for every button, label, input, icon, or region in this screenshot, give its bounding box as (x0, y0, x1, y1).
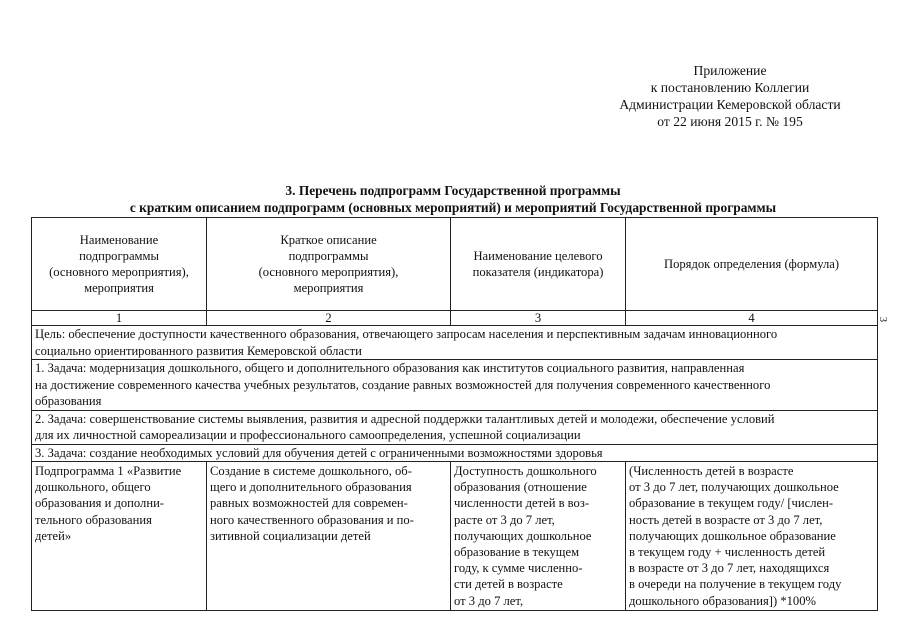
text-line: подпрограммы (288, 248, 369, 263)
section-heading (30, 182, 876, 216)
text-line: образования (35, 394, 102, 408)
text-line: тельного образования (35, 512, 152, 527)
text-line: к постановлению Коллегии (650, 80, 810, 95)
subprogram-description (207, 462, 451, 611)
text-line: образование в текущем (454, 545, 580, 560)
text-line: мероприятия (293, 281, 364, 296)
text-line: Наименование (79, 232, 159, 247)
text-line: детей» (35, 528, 72, 543)
text-line: 3. Перечень подпрограмм Государственной программы (285, 183, 621, 198)
column-number-row (32, 311, 878, 326)
goal-text (32, 326, 878, 360)
text-line: ность детей в возрасте от 3 до 7 лет, (629, 512, 823, 527)
text-line: от 22 июня 2015 г. № 195 (657, 114, 803, 129)
subprogram-name (32, 462, 207, 611)
text-line: 2. Задача: совершенствование системы выявления, развития и адресной поддержки талантливых детей и молодежи, обеспечение условий (35, 411, 775, 426)
text-line: в очереди на получение в текущем году (629, 577, 842, 592)
task2-text (32, 410, 878, 444)
text-line: 1. Задача: модернизация дошкольного, общего и дополнительного образования как институтов социального развития, направленная (35, 361, 745, 375)
appendix-block (560, 62, 900, 130)
text-line: в текущем году + численность детей (629, 545, 826, 560)
text-line: Администрации Кемеровской области (619, 97, 841, 112)
text-line: Доступность дошкольного (454, 464, 597, 478)
column-number: 1 (32, 311, 207, 326)
indicator-name (451, 462, 626, 611)
text-line: Порядок определения (формула) (663, 256, 840, 271)
text-line: зитивной социализации детей (210, 528, 371, 543)
text-line: от 3 до 7 лет, (454, 593, 524, 608)
text-line: социально ориентированного развития Кемеровской области (35, 343, 362, 358)
column-number: 2 (207, 311, 451, 326)
text-line: для их личностной самореализации и профессионального самоопределения, успешной социализации (35, 428, 581, 442)
text-line: образования и дополни- (35, 496, 164, 511)
goal-row (32, 326, 878, 360)
text-line: расте от 3 до 7 лет, (454, 512, 555, 527)
task-row (32, 444, 878, 462)
text-line: подпрограммы (79, 248, 159, 263)
header-col4 (626, 218, 878, 311)
task3-text (32, 444, 878, 462)
text-line: в возрасте от 3 до 7 лет, находящихся (629, 561, 830, 576)
text-line: Создание в системе дошкольного, об- (210, 464, 412, 478)
text-line: образование в текущем году/ [числен- (629, 496, 834, 511)
text-line: сти детей в возрасте (454, 577, 563, 592)
text-line: Приложение (693, 63, 767, 78)
text-line: (основного мероприятия), (49, 265, 189, 279)
text-line: 3. Задача: создание необходимых условий для обучения детей с ограниченными возможностями здоровья (35, 445, 603, 460)
header-col1 (32, 218, 207, 311)
column-number: 4 (626, 311, 878, 326)
text-line: равных возможностей для современ- (210, 496, 408, 511)
text-line: получающих дошкольное (454, 528, 592, 543)
text-line: (Численность детей в возрасте (629, 464, 794, 478)
text-line: дошкольного образования]) *100% (629, 593, 817, 608)
column-number: 3 (451, 311, 626, 326)
task-row (32, 360, 878, 411)
table-header-row (32, 218, 878, 311)
text-line: щего и дополнительного образования (210, 480, 412, 495)
text-line: Цель: обеспечение доступности качественного образования, отвечающего запросам населения и перспективным задачам инновационного (35, 327, 778, 341)
text-line: от 3 до 7 лет, получающих дошкольное (629, 480, 839, 495)
indicator-formula (626, 462, 878, 611)
table-row (32, 462, 878, 611)
text-line: Наименование целевого (473, 248, 603, 263)
text-line: получающих дошкольное образование (629, 528, 836, 543)
page-number: 3 (877, 317, 888, 322)
text-line: показателя (индикатора) (472, 265, 604, 279)
header-col2 (207, 218, 451, 311)
text-line: (основного мероприятия), (258, 265, 399, 279)
text-line: ного качественного образования и по- (210, 512, 414, 527)
header-col3 (451, 218, 626, 311)
text-line: численности детей в воз- (454, 496, 590, 511)
task1-text (32, 360, 878, 411)
text-line: дошкольного, общего (35, 480, 151, 495)
text-line: образования (отношение (454, 480, 587, 495)
text-line: с кратким описанием подпрограмм (основных мероприятий) и мероприятий Государственной программы (129, 200, 777, 215)
text-line: Краткое описание (280, 232, 377, 247)
text-line: году, к сумме численно- (454, 561, 583, 576)
text-line: мероприятия (84, 281, 154, 296)
text-line: Подпрограмма 1 «Развитие (35, 464, 182, 478)
task-row (32, 410, 878, 444)
text-line: на достижение современного качества учебных результатов, создание равных возможностей для получения современного качественного (35, 377, 771, 392)
programs-table (31, 217, 878, 611)
